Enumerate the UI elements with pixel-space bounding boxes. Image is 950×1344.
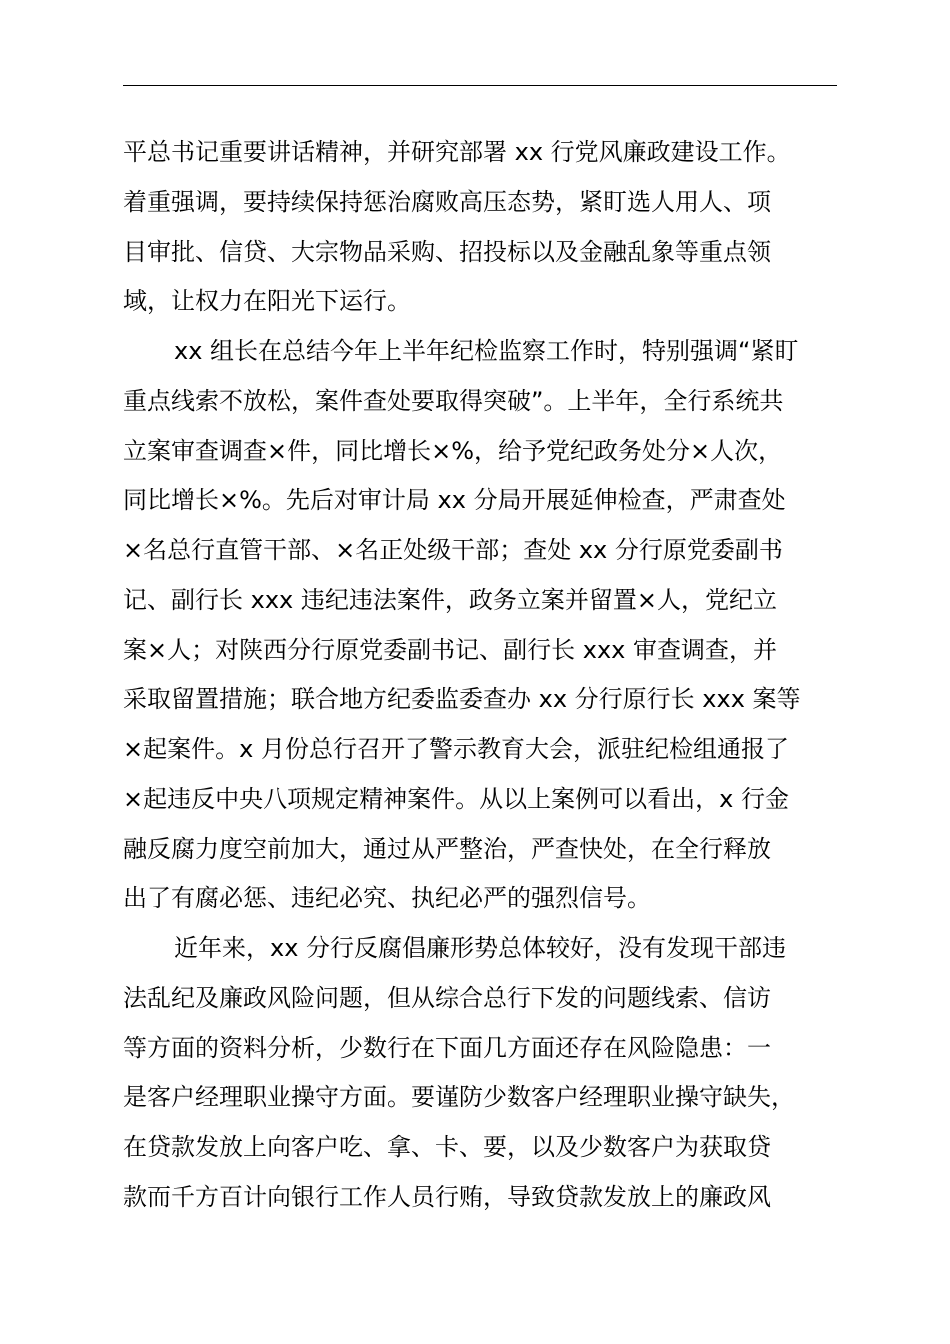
text-line: 同比增长×%。先后对审计局 xx 分局开展延伸检查，严肃查处 xyxy=(123,486,786,515)
paragraph-first-line: xx 组长在总结今年上半年纪检监察工作时，特别强调“紧盯 xyxy=(174,337,799,365)
text-line: 重点线索不放松，案件查处要取得突破”。上半年，全行系统共 xyxy=(123,386,784,415)
text-line: 平总书记重要讲话精神，并研究部署 xx 行党风廉政建设工作。 xyxy=(123,138,791,166)
text-line: ×名总行直管干部、×名正处级干部；查处 xx 分行原党委副书 xyxy=(123,536,783,564)
text-line: 是客户经理职业操守方面。要谨防少数客户经理职业操守缺失， xyxy=(123,1083,795,1112)
text-line: 着重强调，要持续保持惩治腐败高压态势，紧盯选人用人、项 xyxy=(123,187,771,216)
text-line: 法乱纪及廉政风险问题，但从综合总行下发的问题线索、信访 xyxy=(123,983,771,1012)
text-line: 目审批、信贷、大宗物品采购、招投标以及金融乱象等重点领 xyxy=(123,237,771,266)
text-line: 出了有腐必惩、违纪必究、执纪必严的强烈信号。 xyxy=(123,884,651,913)
text-line: 案×人；对陕西分行原党委副书记、副行长 xxx 审查调查，并 xyxy=(123,635,777,664)
paragraph-first-line: 近年来，xx 分行反腐倡廉形势总体较好，没有发现干部违 xyxy=(174,934,787,962)
text-line: ×起案件。x 月份总行召开了警示教育大会，派驻纪检组通报了 xyxy=(123,735,789,763)
text-line: 记、副行长 xxx 违纪违法案件，政务立案并留置×人，党纪立 xyxy=(123,585,777,614)
text-line: 等方面的资料分析，少数行在下面几方面还存在风险隐患：一 xyxy=(123,1033,771,1062)
text-line: ×起违反中央八项规定精神案件。从以上案例可以看出，x 行金 xyxy=(123,784,789,813)
text-line: 款而千方百计向银行工作人员行贿，导致贷款发放上的廉政风 xyxy=(123,1182,771,1211)
header-rule xyxy=(123,85,837,86)
body-text xyxy=(123,128,863,1223)
text-line: 立案审查调查×件，同比增长×%，给予党纪政务处分×人次， xyxy=(123,436,783,465)
text-line: 在贷款发放上向客户吃、拿、卡、要，以及少数客户为获取贷 xyxy=(123,1133,771,1161)
text-line: 融反腐力度空前加大，通过从严整治，严查快处，在全行释放 xyxy=(123,834,771,863)
text-line: 采取留置措施；联合地方纪委监委查办 xx 分行原行长 xxx 案等 xyxy=(123,685,801,714)
text-line: 域，让权力在阳光下运行。 xyxy=(123,287,411,316)
